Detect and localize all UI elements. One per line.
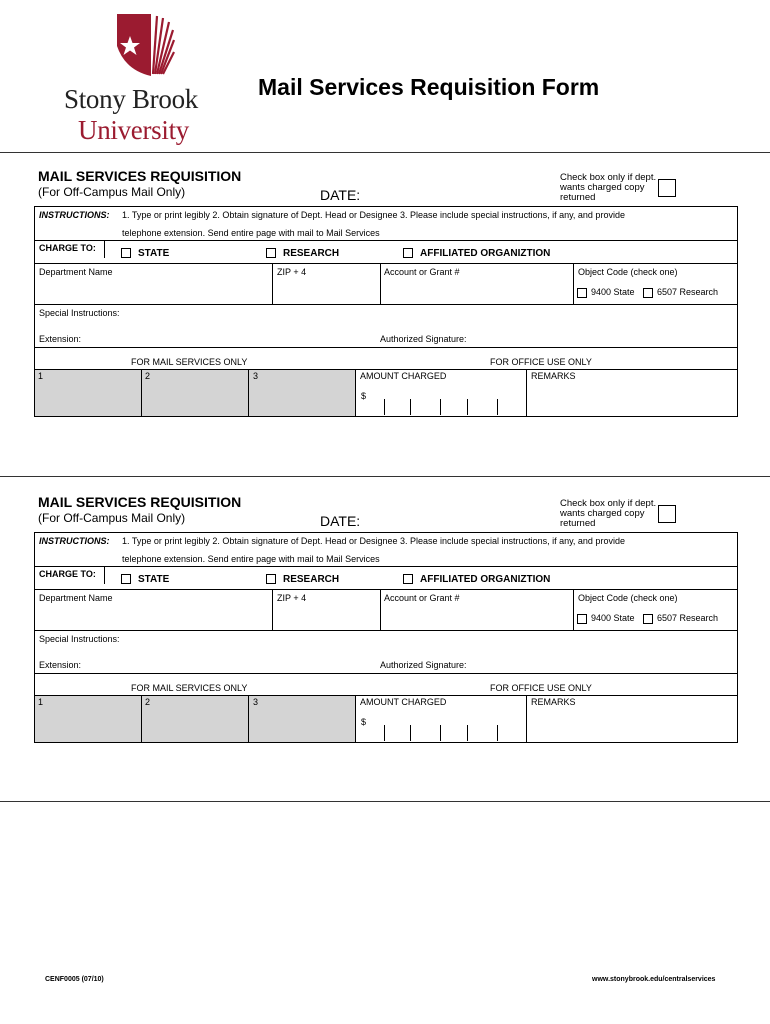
date-label: DATE:: [320, 187, 361, 203]
divider: [0, 476, 770, 477]
zip-label: ZIP + 4: [277, 593, 307, 603]
copy-returned-checkbox[interactable]: [658, 179, 676, 197]
instructions-line1: 1. Type or print legibly 2. Obtain signature of Dept. Head or Designee 3. Please include special instructions, if any, and provide: [122, 536, 625, 546]
code-6507-label: 6507 Research: [657, 613, 719, 623]
affiliated-checkbox[interactable]: [403, 248, 413, 258]
footer-url[interactable]: www.stonybrook.edu/centralservices: [592, 976, 716, 983]
affiliated-label: AFFILIATED ORGANIZTION: [420, 248, 551, 259]
code-6507-checkbox[interactable]: [643, 288, 653, 298]
instructions-label: INSTRUCTIONS:: [39, 536, 110, 546]
form-subheading: (For Off-Campus Mail Only): [38, 185, 186, 199]
zip-label: ZIP + 4: [277, 267, 307, 277]
copy-returned-checkbox[interactable]: [658, 505, 676, 523]
instructions-line2: telephone extension. Send entire page with mail to Mail Services: [122, 228, 380, 238]
department-name-label: Department Name: [39, 593, 113, 603]
instructions-line2: telephone extension. Send entire page with mail to Mail Services: [122, 554, 380, 564]
form-code: CENF0005 (07/10): [45, 976, 104, 983]
research-checkbox[interactable]: [266, 574, 276, 584]
authorized-signature-label: Authorized Signature:: [380, 660, 467, 670]
object-code-label: Object Code (check one): [578, 593, 678, 603]
instructions-line1: 1. Type or print legibly 2. Obtain signature of Dept. Head or Designee 3. Please include special instructions, if any, and provide: [122, 210, 625, 220]
page-title: Mail Services Requisition Form: [258, 74, 600, 100]
special-instructions-label: Special Instructions:: [39, 634, 120, 644]
research-label: RESEARCH: [283, 574, 340, 585]
extension-label: Extension:: [39, 660, 82, 670]
code-6507-label: 6507 Research: [657, 287, 719, 297]
cell-1-label: 1: [38, 697, 44, 707]
extension-label: Extension:: [39, 334, 82, 344]
office-use-only-label: FOR OFFICE USE ONLY: [490, 357, 592, 367]
form-subheading: (For Off-Campus Mail Only): [38, 511, 186, 525]
divider: [0, 801, 770, 802]
state-label: STATE: [138, 248, 170, 259]
dollar-sign: $: [361, 717, 367, 727]
office-use-only-label: FOR OFFICE USE ONLY: [490, 683, 592, 693]
research-label: RESEARCH: [283, 248, 340, 259]
form-heading: MAIL SERVICES REQUISITION: [38, 494, 242, 510]
date-label: DATE:: [320, 513, 361, 529]
divider: [0, 152, 770, 153]
mail-services-only-label: FOR MAIL SERVICES ONLY: [131, 357, 248, 367]
research-checkbox[interactable]: [266, 248, 276, 258]
requisition-form-1: [0, 155, 770, 425]
cell-2-label: 2: [145, 697, 151, 707]
instructions-label: INSTRUCTIONS:: [39, 210, 110, 220]
charge-to-label: CHARGE TO:: [39, 569, 96, 579]
code-9400-checkbox[interactable]: [577, 288, 587, 298]
remarks-label: REMARKS: [531, 371, 576, 381]
check-note: Check box only if dept. wants charged copy returned: [560, 498, 657, 529]
university-shield-logo: [113, 12, 175, 76]
requisition-form-2: [0, 481, 770, 751]
cell-3-label: 3: [253, 371, 259, 381]
affiliated-checkbox[interactable]: [403, 574, 413, 584]
code-9400-label: 9400 State: [591, 287, 635, 297]
special-instructions-label: Special Instructions:: [39, 308, 120, 318]
check-note: Check box only if dept. wants charged copy returned: [560, 172, 657, 203]
amount-charged-label: AMOUNT CHARGED: [360, 697, 447, 707]
mail-services-only-label: FOR MAIL SERVICES ONLY: [131, 683, 248, 693]
code-9400-checkbox[interactable]: [577, 614, 587, 624]
code-9400-label: 9400 State: [591, 613, 635, 623]
cell-3-label: 3: [253, 697, 259, 707]
logo-text-line1: Stony Brook: [64, 84, 198, 114]
state-checkbox[interactable]: [121, 574, 131, 584]
amount-charged-label: AMOUNT CHARGED: [360, 371, 447, 381]
account-label: Account or Grant #: [384, 593, 460, 603]
affiliated-label: AFFILIATED ORGANIZTION: [420, 574, 551, 585]
cell-2-label: 2: [145, 371, 151, 381]
remarks-label: REMARKS: [531, 697, 576, 707]
form-heading: MAIL SERVICES REQUISITION: [38, 168, 242, 184]
charge-to-label: CHARGE TO:: [39, 243, 96, 253]
dollar-sign: $: [361, 391, 367, 401]
object-code-label: Object Code (check one): [578, 267, 678, 277]
authorized-signature-label: Authorized Signature:: [380, 334, 467, 344]
state-checkbox[interactable]: [121, 248, 131, 258]
cell-1-label: 1: [38, 371, 44, 381]
state-label: STATE: [138, 574, 170, 585]
account-label: Account or Grant #: [384, 267, 460, 277]
code-6507-checkbox[interactable]: [643, 614, 653, 624]
logo-text-line2: University: [78, 115, 189, 145]
department-name-label: Department Name: [39, 267, 113, 277]
